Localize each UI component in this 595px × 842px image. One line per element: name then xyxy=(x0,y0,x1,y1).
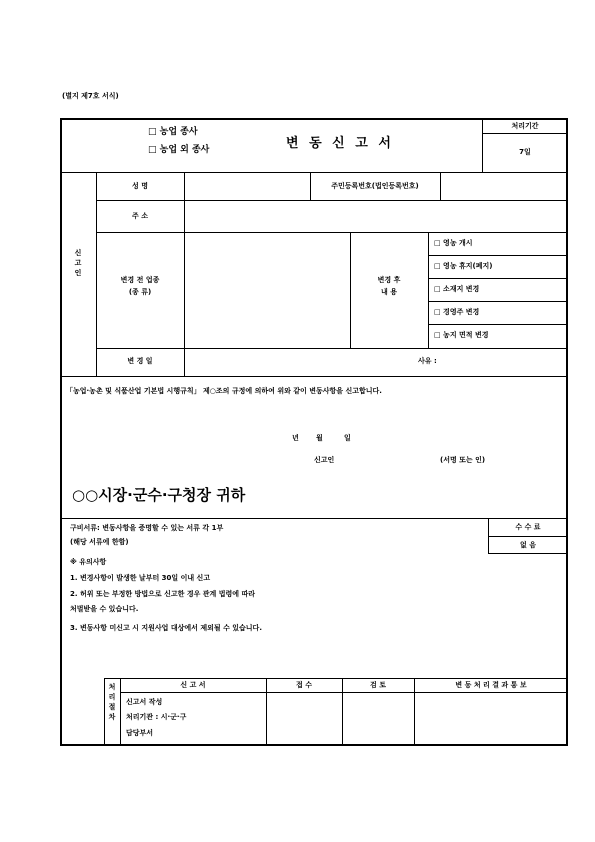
signature-role: 신고인 xyxy=(314,456,335,464)
business-type-label: 변경 전 업종 xyxy=(120,276,160,284)
processing-value: 7일 xyxy=(519,148,531,156)
reason-label: 사유 : xyxy=(418,357,437,365)
option-start-farming[interactable]: □ 영농 개시 xyxy=(434,239,473,247)
note-2-cont: 처벌받을 수 있습니다. xyxy=(70,605,139,613)
name-label: 성 명 xyxy=(132,182,148,190)
applicant-section-label: 신 고 인 xyxy=(74,249,82,277)
date-year: 년 xyxy=(292,434,299,442)
note-1: 1. 변경사항이 발생한 날부터 30일 이내 신고 xyxy=(70,574,211,582)
recipient: ○○시장·군수·구청장 귀하 xyxy=(72,486,246,504)
process-row-3: 담당부서 xyxy=(126,729,154,737)
declaration-text: 「농업·농촌 및 식품산업 기본법 시행규칙」 제○조의 규정에 의하여 위와 같이 변동사항을 신고합니다. xyxy=(66,387,382,395)
process-header-result: 변 동 처 리 결 과 통 보 xyxy=(455,681,527,689)
process-row-1: 신고서 작성 xyxy=(126,698,163,706)
notes-title: ※ 유의사항 xyxy=(70,558,107,566)
date-day: 일 xyxy=(344,434,351,442)
process-header-review: 검 토 xyxy=(370,681,386,689)
attachment-line-2: (해당 서류에 한함) xyxy=(70,538,129,546)
change-date-label: 변 경 일 xyxy=(127,357,153,365)
business-type-field[interactable] xyxy=(184,232,350,348)
note-2: 2. 허위 또는 부정한 방법으로 신고한 경우 관계 법령에 따라 xyxy=(70,590,255,598)
title-option-farming[interactable]: □ 농업 종사 xyxy=(148,127,198,137)
fee-label: 수 수 료 xyxy=(515,523,541,531)
process-header-receipt: 접 수 xyxy=(296,681,312,689)
address-field[interactable] xyxy=(184,200,568,232)
date-month: 월 xyxy=(316,434,323,442)
resident-number-field[interactable] xyxy=(440,172,568,200)
option-manager-change[interactable]: □ 경영주 변경 xyxy=(434,308,480,316)
change-content-sub: 내 용 xyxy=(381,288,397,296)
option-area-change[interactable]: □ 농지 면적 변경 xyxy=(434,331,489,339)
process-section-label: 처 리 절 차 xyxy=(108,683,116,721)
fee-value: 없 음 xyxy=(520,541,536,549)
address-label: 주 소 xyxy=(132,212,148,220)
business-type-sub: (종 류) xyxy=(128,288,152,296)
attachment-line-1: 구비서류: 변동사항을 증명할 수 있는 서류 각 1부 xyxy=(70,524,224,532)
process-header-form: 신 고 서 xyxy=(180,681,206,689)
change-content-label: 변경 후 xyxy=(377,276,401,284)
page-title: 변 동 신 고 서 xyxy=(286,136,394,151)
resident-number-label: 주민등록번호(법인등록번호) xyxy=(331,182,419,190)
form-number: (별지 제7호 서식) xyxy=(62,92,119,100)
name-field[interactable] xyxy=(184,172,310,200)
title-option-nonfarming[interactable]: □ 농업 외 종사 xyxy=(148,145,210,155)
option-suspend-farming[interactable]: □ 영농 휴지(폐지) xyxy=(434,262,493,270)
note-3: 3. 변동사항 미신고 시 지원사업 대상에서 제외될 수 있습니다. xyxy=(70,624,262,632)
processing-label: 처리기간 xyxy=(511,122,539,130)
process-row-2: 처리기관 : 시·군·구 xyxy=(126,713,187,721)
signature-sign[interactable]: (서명 또는 인) xyxy=(440,456,486,464)
option-location-change[interactable]: □ 소재지 변경 xyxy=(434,285,480,293)
